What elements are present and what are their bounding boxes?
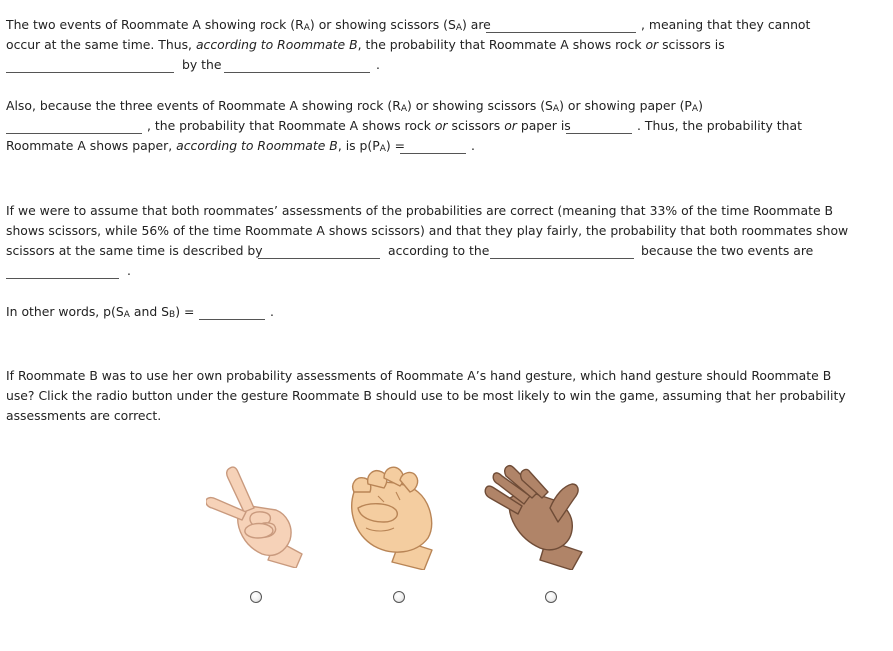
p1-line3: by the (182, 57, 222, 72)
p1-line2: occur at the same time. Thus, according to Roommate B, the probability that Roommate A shows rock or scissors is (6, 37, 725, 52)
independence-blank[interactable] (6, 278, 119, 279)
p1-line1: The two events of Roommate A showing rock (RA) or showing scissors (SA) are (6, 17, 491, 33)
p2-period: . (471, 138, 475, 153)
p1-period: . (376, 57, 380, 72)
paper-probability-blank[interactable] (400, 153, 466, 154)
p3-line3a: scissors at the same time is described by (6, 243, 263, 258)
p3-line3c: because the two events are (641, 243, 814, 258)
p4-line: In other words, p(SA and SB) = (6, 304, 195, 320)
paper-radio[interactable] (545, 591, 557, 603)
p5-line2: use? Click the radio button under the gesture Roommate B should use to be most likely to win the game, assuming that her probability (6, 388, 846, 403)
rock-fist-icon (344, 462, 448, 570)
p2-line2: , the probability that Roommate A shows rock or scissors or paper is (147, 118, 571, 133)
p5-line1: If Roommate B was to use her own probability assessments of Roommate A’s hand gesture, which hand gesture should Roommate B (6, 368, 832, 383)
rock-radio[interactable] (393, 591, 405, 603)
rule-blank-1[interactable] (224, 72, 370, 73)
p3-period: . (127, 263, 131, 278)
events-relation-blank-2[interactable] (6, 133, 142, 134)
p2-line2-end: . Thus, the probability that (637, 118, 802, 133)
events-relation-blank[interactable] (486, 32, 636, 33)
p3-line2: shows scissors, while 56% of the time Roommate A shows scissors) and that they play fairly, the probability that both roommates show (6, 223, 849, 238)
p1-line1-end: , meaning that they cannot (641, 17, 811, 32)
p3-line1: If we were to assume that both roommates’ assessments of the probabilities are correct (meaning that 33% of the time Roommate B (6, 203, 834, 218)
probability-blank-1[interactable] (6, 72, 174, 73)
p2-line1: Also, because the three events of Roommate A showing rock (RA) or showing scissors (SA) or showing paper (PA) (6, 98, 703, 114)
p3-line3b: according to the (388, 243, 490, 258)
scissors-radio[interactable] (250, 591, 262, 603)
p5-line3: assessments are correct. (6, 408, 162, 423)
total-probability-blank[interactable] (566, 133, 632, 134)
joint-value-blank[interactable] (199, 319, 265, 320)
rule-blank-2[interactable] (490, 258, 634, 259)
paper-hand-icon (484, 464, 588, 570)
p4-period: . (270, 304, 274, 319)
scissors-hand-icon (206, 462, 310, 568)
joint-probability-blank[interactable] (258, 258, 380, 259)
p2-line3: Roommate A shows paper, according to Roommate B, is p(PA) = (6, 138, 406, 154)
